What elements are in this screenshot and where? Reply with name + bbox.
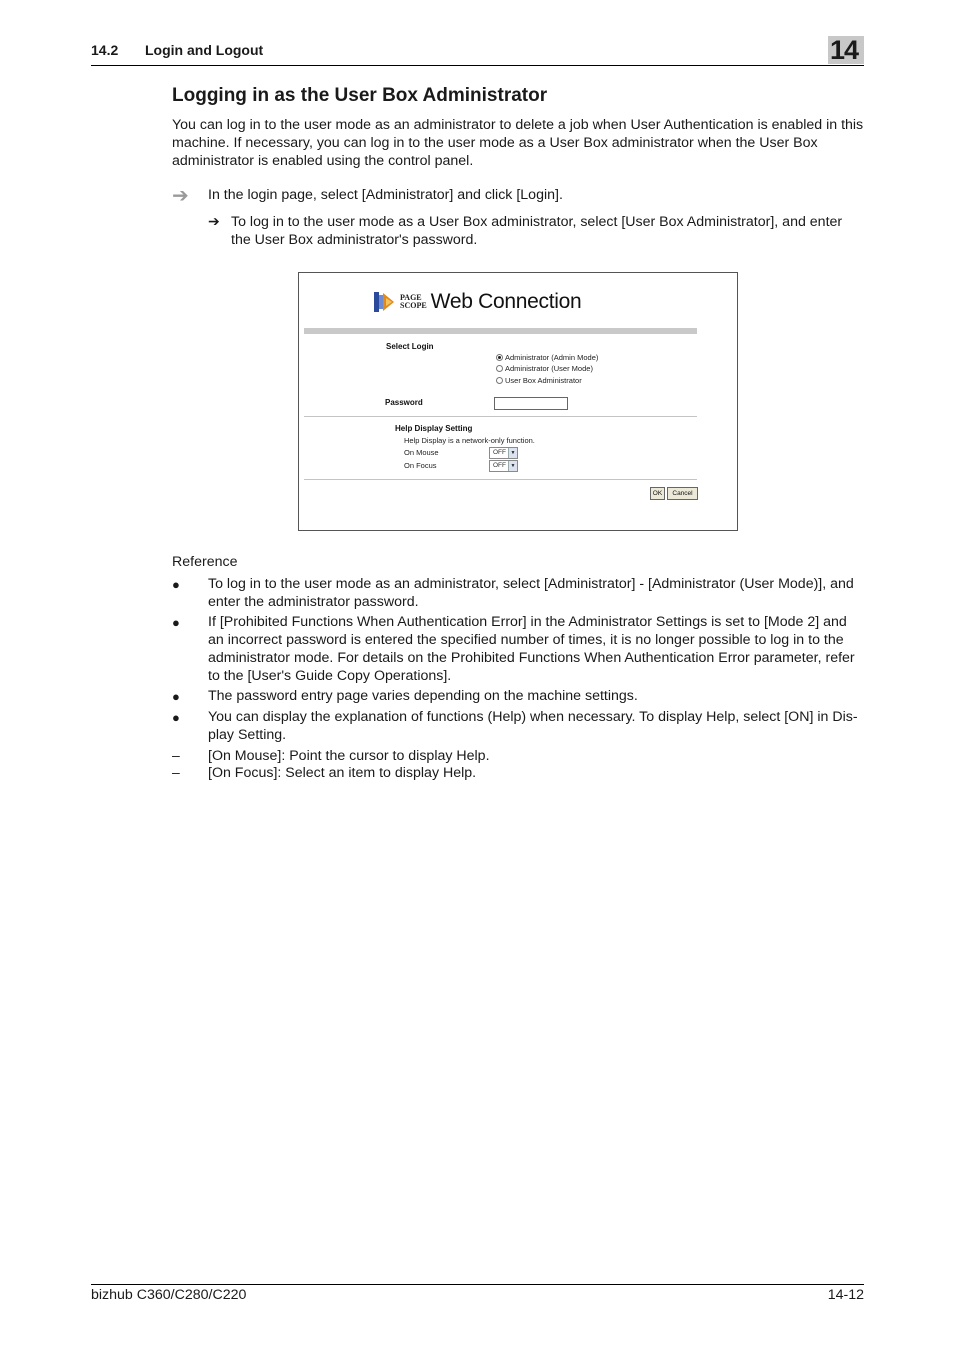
logo-title: Web Connection <box>430 290 582 313</box>
radio-user-mode-label: Administrator (User Mode) <box>505 364 593 373</box>
reference-bullet-4: You can display the explanation of functions (Help) when necessary. To display Help, select [ON] in Dis-play Setting. <box>208 709 858 743</box>
divider <box>304 416 697 417</box>
radio-admin-mode-label: Administrator (Admin Mode) <box>505 353 599 362</box>
running-header <box>91 42 263 58</box>
chevron-down-icon[interactable]: ▼ <box>508 461 517 471</box>
bullet-icon: ● <box>172 710 180 725</box>
chevron-down-icon[interactable]: ▼ <box>508 448 517 458</box>
reference-bullet-1: To log in to the user mode as an administrator, select [Administrator] - [Administrator (User Mode)], and enter the administrator password. <box>208 576 854 610</box>
on-mouse-select[interactable] <box>489 447 518 459</box>
pagescope-logo <box>372 287 581 317</box>
select-login-label: Select Login <box>386 342 434 351</box>
logo-small-text: PAGE SCOPE <box>400 293 427 310</box>
on-focus-select[interactable] <box>489 460 518 472</box>
reference-bullet-3: The password entry page varies depending on the machine settings. <box>208 688 638 704</box>
footer-rule <box>91 1284 864 1285</box>
help-note: Help Display is a network-only function. <box>404 436 535 445</box>
footer-model: bizhub C360/C280/C220 <box>91 1287 247 1303</box>
footer-page-number: 14-12 <box>827 1287 864 1303</box>
chapter-number: 14 <box>830 35 859 65</box>
sub-step-text: To log in to the user mode as a User Box administrator, select [User Box Administrator], and enter the User Box administrator's password. <box>231 214 843 248</box>
section-number: 14.2 <box>91 42 119 58</box>
radio-admin-mode[interactable] <box>496 354 503 361</box>
on-mouse-value: OFF <box>493 449 506 456</box>
password-label: Password <box>385 398 423 407</box>
sub-step-arrow-icon: ➔ <box>208 213 220 229</box>
bullet-icon: ● <box>172 689 180 704</box>
step-arrow-icon: ➔ <box>172 185 189 207</box>
radio-user-box-admin[interactable] <box>496 377 503 384</box>
login-screenshot <box>298 272 738 531</box>
dash-icon: – <box>172 764 180 780</box>
bullet-icon: ● <box>172 615 180 630</box>
on-mouse-label: On Mouse <box>404 448 439 457</box>
reference-dash-2: [On Focus]: Select an item to display Help. <box>208 765 477 781</box>
intro-paragraph: You can log in to the user mode as an administrator to delete a job when User Authentication is enabled in this machine. If necessary, you can log in to the user mode as a User Box administrator when the User Box administrator is enabled using the control panel. <box>172 117 864 169</box>
radio-user-mode[interactable] <box>496 365 503 372</box>
section-title: Login and Logout <box>145 42 264 58</box>
reference-dash-1: [On Mouse]: Point the cursor to display Help. <box>208 748 490 764</box>
on-focus-value: OFF <box>493 462 506 469</box>
reference-bullet-2: If [Prohibited Functions When Authentication Error] in the Administrator Settings is set to [Mode 2] and an incorrect password is entered the specified number of times, it is no longer possible to log in to the administrator mode. For details on the Prohibited Functions When Authentication Error parameter, refer to the [User's Guide Copy Operations]. <box>208 614 855 684</box>
header-rule <box>91 65 864 66</box>
password-field[interactable] <box>494 397 568 410</box>
step-text: In the login page, select [Administrator] and click [Login]. <box>208 187 563 203</box>
pagescope-logo-icon <box>372 289 398 315</box>
bullet-icon: ● <box>172 577 180 592</box>
cancel-button[interactable]: Cancel <box>667 487 698 500</box>
header-bar <box>304 328 697 334</box>
ok-button[interactable]: OK <box>650 487 665 500</box>
reference-heading: Reference <box>172 554 238 570</box>
radio-user-box-admin-label: User Box Administrator <box>505 376 582 385</box>
divider <box>304 479 697 480</box>
help-display-title: Help Display Setting <box>395 424 473 433</box>
on-focus-label: On Focus <box>404 461 437 470</box>
dash-icon: – <box>172 747 180 763</box>
page-title: Logging in as the User Box Administrator <box>172 85 548 106</box>
